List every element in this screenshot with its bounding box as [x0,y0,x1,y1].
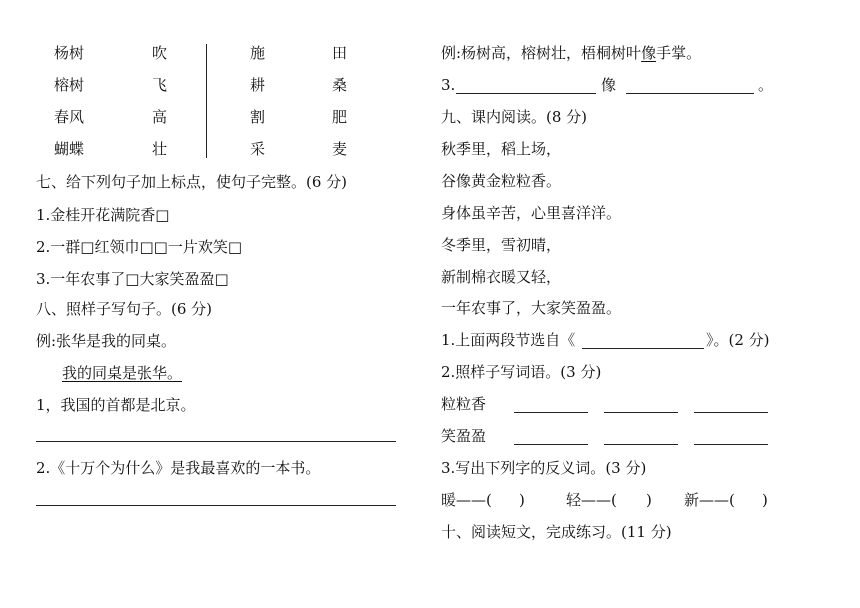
q8-item2-answer-line[interactable] [36,505,396,506]
q9-sub2-blank[interactable] [514,444,588,445]
match-col2-item: 飞 [152,76,168,94]
q8-example: 例:张华是我的同桌。 [36,332,177,350]
match-col4-item: 桑 [332,76,348,94]
match-divider [206,44,207,158]
match-col3-item: 采 [250,140,266,158]
q9-sub2-blank[interactable] [694,444,768,445]
match-col4-item: 肥 [332,108,348,126]
match-col2-item: 高 [152,108,168,126]
antonym-close: ) [646,491,652,509]
q10-heading: 十、阅读短文，完成练习。(11 分) [441,523,672,541]
antonym-item: 暖——( [441,491,492,509]
q8-item2: 2.《十万个为什么》是我最喜欢的一本书。 [36,459,321,477]
item3-blank-1[interactable] [456,93,596,94]
right-example-suffix: 手掌。 [656,44,702,62]
right-example-underlined: 像 [641,44,657,62]
match-col3-item: 施 [250,44,266,62]
match-col1-item: 蝴蝶 [54,140,85,158]
q8-heading: 八、照样子写句子。(6 分) [36,300,213,318]
q9-sub2-blank[interactable] [694,412,768,413]
q9-sub2-blank[interactable] [604,412,678,413]
q7-heading: 七、给下列句子加上标点，使句子完整。(6 分) [36,173,348,191]
item3-blank-2[interactable] [626,93,754,94]
q9-sub2-blank[interactable] [604,444,678,445]
match-col1-item: 杨树 [54,44,85,62]
poem-line: 冬季里，雪初晴， [441,236,562,254]
match-col3-item: 耕 [250,76,266,94]
poem-line: 秋季里，稻上场， [441,140,562,158]
item3-label: 3. [441,76,456,94]
q9-sub3-heading: 3.写出下列字的反义词。(3 分) [441,459,647,477]
antonym-item: 新——( [684,491,735,509]
q9-heading: 九、课内阅读。(8 分) [441,108,588,126]
poem-line: 一年农事了，大家笑盈盈。 [441,299,622,317]
q9-sub2-blank[interactable] [514,412,588,413]
q9-sub1-suffix: 》。(2 分) [706,331,770,349]
q9-sub2-word1: 粒粒香 [441,395,487,413]
q9-sub1-blank[interactable] [582,348,704,349]
right-example-prefix: 例:杨树高，榕树壮，梧桐树叶 [441,44,642,62]
match-col2-item: 壮 [152,140,168,158]
q7-item: 2.一群□红领巾□□一片欢笑□ [36,238,243,256]
poem-line: 新制棉衣暖又轻， [441,268,562,286]
antonym-close: ) [519,491,525,509]
match-col2-item: 吹 [152,44,168,62]
right-example [441,44,701,62]
antonym-close: ) [762,491,768,509]
match-col3-item: 割 [250,108,266,126]
match-col4-item: 麦 [332,140,348,158]
q8-item1: 1，我国的首都是北京。 [36,396,196,414]
match-col1-item: 榕树 [54,76,85,94]
q7-item: 3.一年农事了□大家笑盈盈□ [36,270,229,288]
q9-sub2-word2: 笑盈盈 [441,427,487,445]
poem-line: 身体虽辛苦，心里喜洋洋。 [441,204,622,222]
item3-end: 。 [758,76,774,94]
match-col4-item: 田 [332,44,348,62]
q9-sub1-prefix: 1.上面两段节选自《 [441,331,576,349]
q9-sub2-heading: 2.照样子写词语。(3 分) [441,363,602,381]
q8-example-answer: 我的同桌是张华。 [62,364,183,382]
q8-item1-answer-line[interactable] [36,441,396,442]
antonym-item: 轻——( [566,491,617,509]
q7-item: 1.金桂开花满院香□ [36,206,170,224]
item3-mid: 像 [601,76,617,94]
match-col1-item: 春风 [54,108,85,126]
poem-line: 谷像黄金粒粒香。 [441,172,562,190]
